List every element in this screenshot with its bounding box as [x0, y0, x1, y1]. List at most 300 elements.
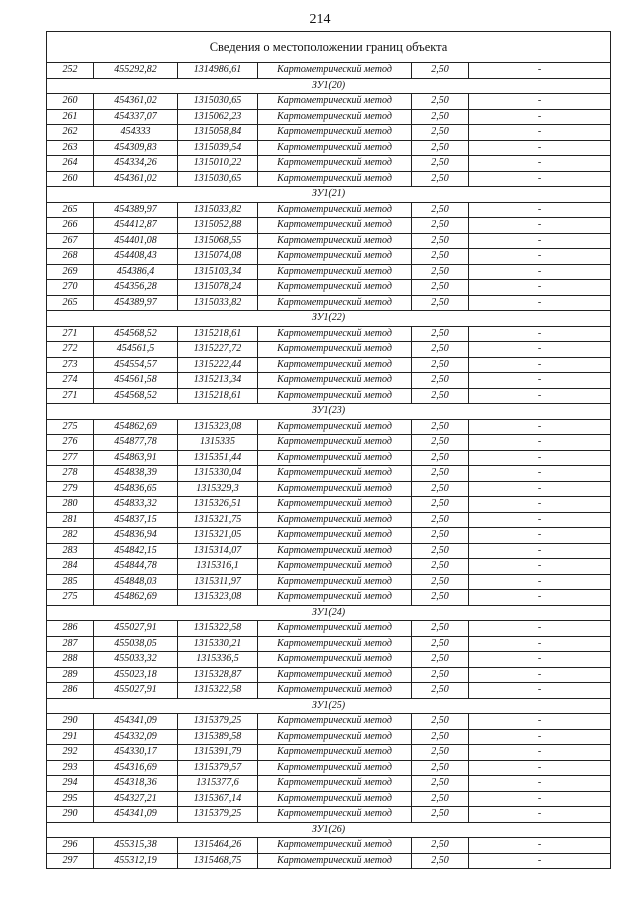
precision-cell: 2,50	[412, 125, 469, 141]
precision-cell: 2,50	[412, 280, 469, 296]
table-title-row	[47, 32, 611, 63]
x-coordinate-cell: 454561,5	[94, 342, 178, 358]
method-cell: Картометрический метод	[258, 357, 412, 373]
description-cell: -	[469, 590, 611, 606]
method-cell: Картометрический метод	[258, 156, 412, 172]
point-number-cell: 286	[47, 683, 94, 699]
x-coordinate-cell: 454386,4	[94, 264, 178, 280]
precision-cell: 2,50	[412, 853, 469, 869]
point-number-cell: 296	[47, 838, 94, 854]
y-coordinate-cell: 1315314,07	[178, 543, 258, 559]
method-cell: Картометрический метод	[258, 202, 412, 218]
x-coordinate-cell: 454561,58	[94, 373, 178, 389]
x-coordinate-cell: 454389,97	[94, 202, 178, 218]
description-cell: -	[469, 264, 611, 280]
y-coordinate-cell: 1315367,14	[178, 791, 258, 807]
precision-cell: 2,50	[412, 838, 469, 854]
y-coordinate-cell: 1315311,97	[178, 574, 258, 590]
section-header-row	[47, 311, 611, 327]
section-header-row	[47, 78, 611, 94]
description-cell: -	[469, 249, 611, 265]
description-cell: -	[469, 109, 611, 125]
table-row	[47, 326, 611, 342]
method-cell: Картометрический метод	[258, 667, 412, 683]
table-row	[47, 745, 611, 761]
point-number-cell: 270	[47, 280, 94, 296]
description-cell: -	[469, 745, 611, 761]
point-number-cell: 273	[47, 357, 94, 373]
method-cell: Картометрический метод	[258, 776, 412, 792]
y-coordinate-cell: 1315010,22	[178, 156, 258, 172]
y-coordinate-cell: 1315218,61	[178, 388, 258, 404]
description-cell: -	[469, 481, 611, 497]
x-coordinate-cell: 454836,94	[94, 528, 178, 544]
y-coordinate-cell: 1315033,82	[178, 202, 258, 218]
method-cell: Картометрический метод	[258, 249, 412, 265]
section-label: ЗУ1(25)	[47, 698, 611, 714]
section-label: ЗУ1(26)	[47, 822, 611, 838]
method-cell: Картометрический метод	[258, 466, 412, 482]
y-coordinate-cell: 1315213,34	[178, 373, 258, 389]
table-row	[47, 636, 611, 652]
description-cell: -	[469, 776, 611, 792]
table-row	[47, 853, 611, 869]
y-coordinate-cell: 1314986,61	[178, 63, 258, 79]
description-cell: -	[469, 466, 611, 482]
point-number-cell: 288	[47, 652, 94, 668]
boundary-table	[46, 31, 611, 869]
x-coordinate-cell: 455312,19	[94, 853, 178, 869]
y-coordinate-cell: 1315033,82	[178, 295, 258, 311]
x-coordinate-cell: 454389,97	[94, 295, 178, 311]
method-cell: Картометрический метод	[258, 745, 412, 761]
x-coordinate-cell: 454844,78	[94, 559, 178, 575]
point-number-cell: 282	[47, 528, 94, 544]
description-cell: -	[469, 683, 611, 699]
description-cell: -	[469, 621, 611, 637]
x-coordinate-cell: 454838,39	[94, 466, 178, 482]
x-coordinate-cell: 454356,28	[94, 280, 178, 296]
method-cell: Картометрический метод	[258, 419, 412, 435]
table-row	[47, 683, 611, 699]
y-coordinate-cell: 1315330,04	[178, 466, 258, 482]
section-label: ЗУ1(22)	[47, 311, 611, 327]
method-cell: Картометрический метод	[258, 528, 412, 544]
method-cell: Картометрический метод	[258, 481, 412, 497]
section-label: ЗУ1(21)	[47, 187, 611, 203]
point-number-cell: 264	[47, 156, 94, 172]
description-cell: -	[469, 729, 611, 745]
point-number-cell: 291	[47, 729, 94, 745]
precision-cell: 2,50	[412, 652, 469, 668]
y-coordinate-cell: 1315052,88	[178, 218, 258, 234]
point-number-cell: 295	[47, 791, 94, 807]
table-row	[47, 450, 611, 466]
point-number-cell: 262	[47, 125, 94, 141]
method-cell: Картометрический метод	[258, 171, 412, 187]
point-number-cell: 277	[47, 450, 94, 466]
table-row	[47, 621, 611, 637]
x-coordinate-cell: 455027,91	[94, 621, 178, 637]
table-row	[47, 218, 611, 234]
method-cell: Картометрический метод	[258, 233, 412, 249]
description-cell: -	[469, 373, 611, 389]
table-row	[47, 497, 611, 513]
table-row	[47, 729, 611, 745]
x-coordinate-cell: 455027,91	[94, 683, 178, 699]
x-coordinate-cell: 455023,18	[94, 667, 178, 683]
point-number-cell: 272	[47, 342, 94, 358]
method-cell: Картометрический метод	[258, 63, 412, 79]
precision-cell: 2,50	[412, 326, 469, 342]
point-number-cell: 260	[47, 171, 94, 187]
y-coordinate-cell: 1315330,21	[178, 636, 258, 652]
precision-cell: 2,50	[412, 512, 469, 528]
description-cell: -	[469, 171, 611, 187]
precision-cell: 2,50	[412, 63, 469, 79]
precision-cell: 2,50	[412, 683, 469, 699]
table-row	[47, 388, 611, 404]
x-coordinate-cell: 454412,87	[94, 218, 178, 234]
table-row	[47, 574, 611, 590]
description-cell: -	[469, 838, 611, 854]
point-number-cell: 294	[47, 776, 94, 792]
y-coordinate-cell: 1315030,65	[178, 94, 258, 110]
x-coordinate-cell: 454330,17	[94, 745, 178, 761]
description-cell: -	[469, 528, 611, 544]
precision-cell: 2,50	[412, 497, 469, 513]
method-cell: Картометрический метод	[258, 760, 412, 776]
method-cell: Картометрический метод	[258, 373, 412, 389]
table-title: Сведения о местоположении границ объекта	[47, 32, 611, 63]
method-cell: Картометрический метод	[258, 853, 412, 869]
x-coordinate-cell: 454837,15	[94, 512, 178, 528]
description-cell: -	[469, 326, 611, 342]
x-coordinate-cell: 454863,91	[94, 450, 178, 466]
method-cell: Картометрический метод	[258, 590, 412, 606]
x-coordinate-cell: 454877,78	[94, 435, 178, 451]
description-cell: -	[469, 574, 611, 590]
method-cell: Картометрический метод	[258, 140, 412, 156]
point-number-cell: 268	[47, 249, 94, 265]
point-number-cell: 278	[47, 466, 94, 482]
y-coordinate-cell: 1315039,54	[178, 140, 258, 156]
table-row	[47, 481, 611, 497]
description-cell: -	[469, 125, 611, 141]
table-row	[47, 249, 611, 265]
x-coordinate-cell: 454332,09	[94, 729, 178, 745]
x-coordinate-cell: 455315,38	[94, 838, 178, 854]
y-coordinate-cell: 1315103,34	[178, 264, 258, 280]
precision-cell: 2,50	[412, 264, 469, 280]
description-cell: -	[469, 543, 611, 559]
precision-cell: 2,50	[412, 171, 469, 187]
description-cell: -	[469, 218, 611, 234]
point-number-cell: 260	[47, 94, 94, 110]
precision-cell: 2,50	[412, 435, 469, 451]
x-coordinate-cell: 454862,69	[94, 590, 178, 606]
x-coordinate-cell: 454568,52	[94, 388, 178, 404]
point-number-cell: 279	[47, 481, 94, 497]
table-row	[47, 791, 611, 807]
description-cell: -	[469, 388, 611, 404]
point-number-cell: 271	[47, 326, 94, 342]
description-cell: -	[469, 156, 611, 172]
y-coordinate-cell: 1315468,75	[178, 853, 258, 869]
description-cell: -	[469, 791, 611, 807]
description-cell: -	[469, 140, 611, 156]
x-coordinate-cell: 454309,83	[94, 140, 178, 156]
x-coordinate-cell: 454842,15	[94, 543, 178, 559]
table-row	[47, 63, 611, 79]
point-number-cell: 274	[47, 373, 94, 389]
method-cell: Картометрический метод	[258, 714, 412, 730]
x-coordinate-cell: 454361,02	[94, 171, 178, 187]
precision-cell: 2,50	[412, 481, 469, 497]
method-cell: Картометрический метод	[258, 388, 412, 404]
y-coordinate-cell: 1315326,51	[178, 497, 258, 513]
description-cell: -	[469, 714, 611, 730]
x-coordinate-cell: 454848,03	[94, 574, 178, 590]
x-coordinate-cell: 454862,69	[94, 419, 178, 435]
table-row	[47, 559, 611, 575]
table-row	[47, 435, 611, 451]
precision-cell: 2,50	[412, 776, 469, 792]
description-cell: -	[469, 450, 611, 466]
precision-cell: 2,50	[412, 156, 469, 172]
point-number-cell: 287	[47, 636, 94, 652]
description-cell: -	[469, 63, 611, 79]
precision-cell: 2,50	[412, 590, 469, 606]
precision-cell: 2,50	[412, 218, 469, 234]
x-coordinate-cell: 454318,36	[94, 776, 178, 792]
point-number-cell: 267	[47, 233, 94, 249]
precision-cell: 2,50	[412, 760, 469, 776]
method-cell: Картометрический метод	[258, 280, 412, 296]
point-number-cell: 292	[47, 745, 94, 761]
table-row	[47, 280, 611, 296]
description-cell: -	[469, 559, 611, 575]
x-coordinate-cell: 454554,57	[94, 357, 178, 373]
y-coordinate-cell: 1315222,44	[178, 357, 258, 373]
description-cell: -	[469, 512, 611, 528]
method-cell: Картометрический метод	[258, 683, 412, 699]
y-coordinate-cell: 1315321,05	[178, 528, 258, 544]
y-coordinate-cell: 1315379,25	[178, 714, 258, 730]
description-cell: -	[469, 295, 611, 311]
method-cell: Картометрический метод	[258, 791, 412, 807]
x-coordinate-cell: 454327,21	[94, 791, 178, 807]
section-header-row	[47, 698, 611, 714]
x-coordinate-cell: 454334,26	[94, 156, 178, 172]
precision-cell: 2,50	[412, 714, 469, 730]
description-cell: -	[469, 342, 611, 358]
precision-cell: 2,50	[412, 667, 469, 683]
description-cell: -	[469, 202, 611, 218]
method-cell: Картометрический метод	[258, 729, 412, 745]
y-coordinate-cell: 1315464,26	[178, 838, 258, 854]
point-number-cell: 280	[47, 497, 94, 513]
y-coordinate-cell: 1315328,87	[178, 667, 258, 683]
table-row	[47, 667, 611, 683]
table-row	[47, 295, 611, 311]
y-coordinate-cell: 1315323,08	[178, 419, 258, 435]
method-cell: Картометрический метод	[258, 636, 412, 652]
precision-cell: 2,50	[412, 636, 469, 652]
table-row	[47, 202, 611, 218]
y-coordinate-cell: 1315218,61	[178, 326, 258, 342]
precision-cell: 2,50	[412, 249, 469, 265]
y-coordinate-cell: 1315321,75	[178, 512, 258, 528]
method-cell: Картометрический метод	[258, 807, 412, 823]
precision-cell: 2,50	[412, 357, 469, 373]
point-number-cell: 266	[47, 218, 94, 234]
section-header-row	[47, 822, 611, 838]
method-cell: Картометрический метод	[258, 543, 412, 559]
table-row	[47, 838, 611, 854]
method-cell: Картометрический метод	[258, 574, 412, 590]
method-cell: Картометрический метод	[258, 450, 412, 466]
table-row	[47, 156, 611, 172]
section-label: ЗУ1(20)	[47, 78, 611, 94]
y-coordinate-cell: 1315336,5	[178, 652, 258, 668]
table-row	[47, 109, 611, 125]
method-cell: Картометрический метод	[258, 435, 412, 451]
description-cell: -	[469, 760, 611, 776]
point-number-cell: 284	[47, 559, 94, 575]
point-number-cell: 281	[47, 512, 94, 528]
table-row	[47, 419, 611, 435]
y-coordinate-cell: 1315030,65	[178, 171, 258, 187]
y-coordinate-cell: 1315062,23	[178, 109, 258, 125]
table-row	[47, 528, 611, 544]
point-number-cell: 261	[47, 109, 94, 125]
table-row	[47, 125, 611, 141]
precision-cell: 2,50	[412, 621, 469, 637]
description-cell: -	[469, 807, 611, 823]
precision-cell: 2,50	[412, 419, 469, 435]
precision-cell: 2,50	[412, 388, 469, 404]
x-coordinate-cell: 454337,07	[94, 109, 178, 125]
table-row	[47, 264, 611, 280]
description-cell: -	[469, 636, 611, 652]
y-coordinate-cell: 1315389,58	[178, 729, 258, 745]
precision-cell: 2,50	[412, 450, 469, 466]
x-coordinate-cell: 454401,08	[94, 233, 178, 249]
precision-cell: 2,50	[412, 745, 469, 761]
point-number-cell: 283	[47, 543, 94, 559]
table-row	[47, 466, 611, 482]
method-cell: Картометрический метод	[258, 512, 412, 528]
table-row	[47, 590, 611, 606]
y-coordinate-cell: 1315377,6	[178, 776, 258, 792]
table-row	[47, 94, 611, 110]
x-coordinate-cell: 454316,69	[94, 760, 178, 776]
method-cell: Картометрический метод	[258, 125, 412, 141]
point-number-cell: 290	[47, 714, 94, 730]
x-coordinate-cell: 455033,32	[94, 652, 178, 668]
point-number-cell: 285	[47, 574, 94, 590]
y-coordinate-cell: 1315379,25	[178, 807, 258, 823]
description-cell: -	[469, 497, 611, 513]
section-header-row	[47, 187, 611, 203]
point-number-cell: 293	[47, 760, 94, 776]
description-cell: -	[469, 357, 611, 373]
table-row	[47, 776, 611, 792]
y-coordinate-cell: 1315351,44	[178, 450, 258, 466]
section-label: ЗУ1(24)	[47, 605, 611, 621]
description-cell: -	[469, 853, 611, 869]
table-row	[47, 233, 611, 249]
y-coordinate-cell: 1315329,3	[178, 481, 258, 497]
precision-cell: 2,50	[412, 791, 469, 807]
method-cell: Картометрический метод	[258, 264, 412, 280]
point-number-cell: 271	[47, 388, 94, 404]
method-cell: Картометрический метод	[258, 838, 412, 854]
table-row	[47, 171, 611, 187]
x-coordinate-cell: 454341,09	[94, 714, 178, 730]
description-cell: -	[469, 419, 611, 435]
point-number-cell: 290	[47, 807, 94, 823]
y-coordinate-cell: 1315058,84	[178, 125, 258, 141]
method-cell: Картометрический метод	[258, 497, 412, 513]
method-cell: Картометрический метод	[258, 218, 412, 234]
precision-cell: 2,50	[412, 342, 469, 358]
table-row	[47, 512, 611, 528]
y-coordinate-cell: 1315323,08	[178, 590, 258, 606]
method-cell: Картометрический метод	[258, 652, 412, 668]
table-row	[47, 357, 611, 373]
precision-cell: 2,50	[412, 202, 469, 218]
x-coordinate-cell: 454333	[94, 125, 178, 141]
description-cell: -	[469, 667, 611, 683]
method-cell: Картометрический метод	[258, 109, 412, 125]
table-row	[47, 807, 611, 823]
precision-cell: 2,50	[412, 729, 469, 745]
point-number-cell: 275	[47, 590, 94, 606]
precision-cell: 2,50	[412, 466, 469, 482]
section-header-row	[47, 605, 611, 621]
method-cell: Картометрический метод	[258, 621, 412, 637]
precision-cell: 2,50	[412, 807, 469, 823]
point-number-cell: 286	[47, 621, 94, 637]
point-number-cell: 276	[47, 435, 94, 451]
x-coordinate-cell: 454341,09	[94, 807, 178, 823]
description-cell: -	[469, 280, 611, 296]
point-number-cell: 297	[47, 853, 94, 869]
y-coordinate-cell: 1315391,79	[178, 745, 258, 761]
x-coordinate-cell: 455038,05	[94, 636, 178, 652]
description-cell: -	[469, 233, 611, 249]
precision-cell: 2,50	[412, 543, 469, 559]
y-coordinate-cell: 1315078,24	[178, 280, 258, 296]
x-coordinate-cell: 454833,32	[94, 497, 178, 513]
method-cell: Картометрический метод	[258, 326, 412, 342]
page-number: 214	[309, 12, 331, 27]
point-number-cell: 275	[47, 419, 94, 435]
point-number-cell: 269	[47, 264, 94, 280]
y-coordinate-cell: 1315316,1	[178, 559, 258, 575]
y-coordinate-cell: 1315322,58	[178, 683, 258, 699]
x-coordinate-cell: 454361,02	[94, 94, 178, 110]
precision-cell: 2,50	[412, 109, 469, 125]
precision-cell: 2,50	[412, 140, 469, 156]
point-number-cell: 289	[47, 667, 94, 683]
precision-cell: 2,50	[412, 574, 469, 590]
method-cell: Картометрический метод	[258, 94, 412, 110]
precision-cell: 2,50	[412, 94, 469, 110]
point-number-cell: 265	[47, 295, 94, 311]
